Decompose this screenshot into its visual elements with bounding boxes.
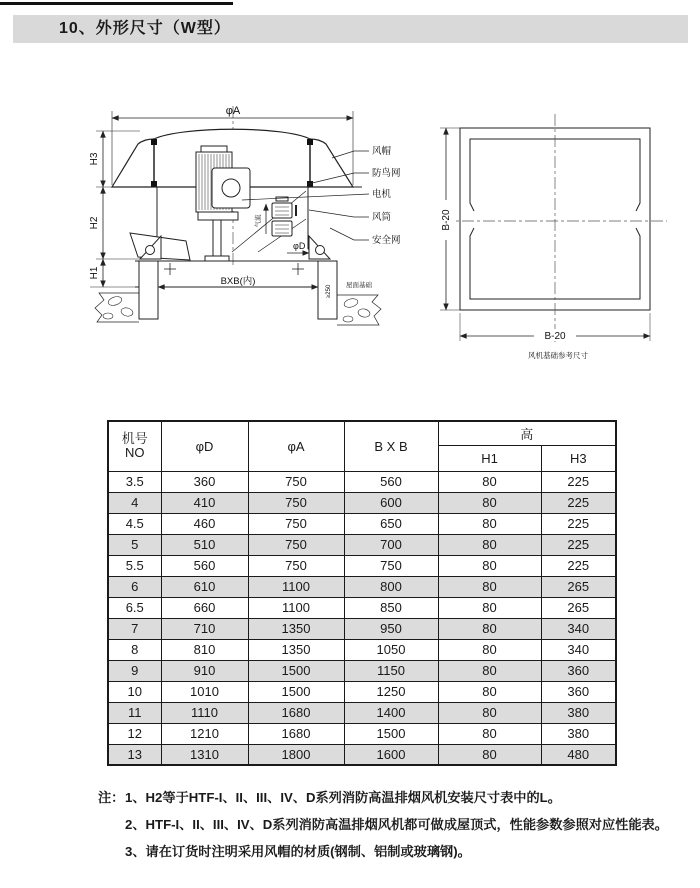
- cell: 1210: [161, 723, 248, 744]
- table-row: [108, 681, 616, 702]
- cell: 1400: [344, 702, 438, 723]
- table-row: [108, 744, 616, 765]
- header-height: 高: [438, 421, 616, 445]
- cell: 460: [161, 513, 248, 534]
- table-row: [108, 597, 616, 618]
- cell: 360: [541, 660, 616, 681]
- cell: 800: [344, 576, 438, 597]
- note-line-3: [98, 838, 690, 865]
- table-row: [108, 492, 616, 513]
- cell: 1100: [248, 597, 344, 618]
- cell: 4.5: [108, 513, 161, 534]
- cell: 80: [438, 681, 541, 702]
- cell: 410: [161, 492, 248, 513]
- dim-phi-a-label: φA: [225, 105, 241, 117]
- table-row: [108, 534, 616, 555]
- cell: 1500: [248, 660, 344, 681]
- cell: 750: [248, 534, 344, 555]
- cell: 1680: [248, 702, 344, 723]
- cell: 1500: [344, 723, 438, 744]
- cell: 10: [108, 681, 161, 702]
- cell: 610: [161, 576, 248, 597]
- cell: 80: [438, 597, 541, 618]
- notes-block: [98, 784, 690, 865]
- cell: 1310: [161, 744, 248, 765]
- cell: 8: [108, 639, 161, 660]
- cell: 80: [438, 744, 541, 765]
- cell: 11: [108, 702, 161, 723]
- cell: 1350: [248, 618, 344, 639]
- cell: 4: [108, 492, 161, 513]
- bird-net-label: 防鸟网: [372, 168, 401, 179]
- cell: 340: [541, 618, 616, 639]
- cell: 650: [344, 513, 438, 534]
- table-row: [108, 576, 616, 597]
- cell: 1600: [344, 744, 438, 765]
- foundation-caption: 风机基础参考尺寸: [528, 351, 588, 360]
- roof-base-label: 屋面基础: [346, 282, 372, 289]
- table-row: [108, 702, 616, 723]
- cell: 12: [108, 723, 161, 744]
- cell: 80: [438, 576, 541, 597]
- header-model-no: 机号 NO: [108, 421, 161, 471]
- cell: 1350: [248, 639, 344, 660]
- note-text: 3、请在订货时注明采用风帽的材质(钢制、铝制或玻璃钢)。: [125, 844, 471, 859]
- foundation-dim-horizontal-label: B-20: [544, 331, 566, 342]
- cell: 750: [248, 471, 344, 492]
- header-h1: H1: [438, 445, 541, 471]
- dim-h2-label: H2: [89, 216, 100, 230]
- cell: 80: [438, 471, 541, 492]
- cell: 5: [108, 534, 161, 555]
- cell: 750: [344, 555, 438, 576]
- cell: 265: [541, 576, 616, 597]
- dim-h1-label: H1: [89, 266, 100, 280]
- cell: 9: [108, 660, 161, 681]
- cell: 1050: [344, 639, 438, 660]
- cell: 80: [438, 555, 541, 576]
- cell: 360: [161, 471, 248, 492]
- cell: 380: [541, 702, 616, 723]
- cell: 1010: [161, 681, 248, 702]
- cell: 1110: [161, 702, 248, 723]
- roof-hatch-right: [337, 295, 381, 325]
- left-pillar-shape: [139, 261, 158, 319]
- motor-label: 电机: [372, 189, 392, 200]
- cell: 6: [108, 576, 161, 597]
- dim-h3-label: H3: [89, 152, 100, 166]
- cell: 560: [344, 471, 438, 492]
- section-title-bar: [13, 15, 688, 43]
- cell: 600: [344, 492, 438, 513]
- table-row: [108, 618, 616, 639]
- dimension-table: [107, 420, 617, 766]
- cell: 510: [161, 534, 248, 555]
- roof-hatch-left: [95, 293, 139, 322]
- cell: 480: [541, 744, 616, 765]
- cell: 810: [161, 639, 248, 660]
- note-prefix: 注：: [98, 790, 125, 805]
- table-row: [108, 471, 616, 492]
- cell: 5.5: [108, 555, 161, 576]
- header-phi-d: φD: [161, 421, 248, 471]
- cell: 3.5: [108, 471, 161, 492]
- cell: 850: [344, 597, 438, 618]
- cell: 80: [438, 723, 541, 744]
- note-line-2: [98, 811, 690, 838]
- cell: 225: [541, 534, 616, 555]
- cell: 80: [438, 702, 541, 723]
- cell: 750: [248, 492, 344, 513]
- nameplate-boxes: [272, 197, 296, 236]
- cell: 750: [248, 513, 344, 534]
- cell: 1100: [248, 576, 344, 597]
- cell: 340: [541, 639, 616, 660]
- note-text: 1、H2等于HTF-I、II、III、IV、D系列消防高温排烟风机安装尺寸表中的L。: [125, 790, 561, 805]
- safety-net-label: 安全网: [372, 235, 401, 246]
- cell: 950: [344, 618, 438, 639]
- dim-phi-d-label: φD: [293, 241, 306, 251]
- dim-bxb-label: BXB(内): [220, 276, 256, 287]
- cell: 80: [438, 513, 541, 534]
- cell: 1680: [248, 723, 344, 744]
- cell: 750: [248, 555, 344, 576]
- cell: 660: [161, 597, 248, 618]
- duct-label: 风筒: [372, 212, 392, 223]
- cell: 80: [438, 639, 541, 660]
- cell: 7: [108, 618, 161, 639]
- table-row: [108, 723, 616, 744]
- note-line-1: [98, 784, 690, 811]
- cell: 13: [108, 744, 161, 765]
- table-row: [108, 660, 616, 681]
- table-row: [108, 639, 616, 660]
- cell: 1250: [344, 681, 438, 702]
- cell: 80: [438, 618, 541, 639]
- dimension-drawing: [0, 55, 700, 380]
- foundation-dim-vertical-label: B-20: [441, 209, 452, 231]
- cell: 225: [541, 555, 616, 576]
- cell: 80: [438, 660, 541, 681]
- header-h3: H3: [541, 445, 616, 471]
- cell: 80: [438, 534, 541, 555]
- cell: 1800: [248, 744, 344, 765]
- cell: 910: [161, 660, 248, 681]
- wind-cap-label: 风帽: [372, 146, 392, 157]
- cell: 380: [541, 723, 616, 744]
- dim-min-depth-label: ≥250: [326, 284, 332, 298]
- cell: 80: [438, 492, 541, 513]
- cell: 225: [541, 492, 616, 513]
- fan-section-drawing: [90, 106, 381, 325]
- header-bxb: B X B: [344, 421, 438, 471]
- top-rule: [0, 2, 233, 5]
- foundation-plan-drawing: [439, 114, 667, 342]
- cell: 225: [541, 513, 616, 534]
- cell: 700: [344, 534, 438, 555]
- cell: 560: [161, 555, 248, 576]
- table-row: [108, 555, 616, 576]
- page-title: 10、外形尺寸（W型）: [59, 20, 231, 37]
- table-row: [108, 513, 616, 534]
- cell: 360: [541, 681, 616, 702]
- note-text: 2、HTF-I、II、III、IV、D系列消防高温排烟风机都可做成屋顶式，性能参数参照对应性能表。: [125, 817, 668, 832]
- cell: 1500: [248, 681, 344, 702]
- header-phi-a: φA: [248, 421, 344, 471]
- cell: 710: [161, 618, 248, 639]
- cell: 225: [541, 471, 616, 492]
- cell: 265: [541, 597, 616, 618]
- cell: 6.5: [108, 597, 161, 618]
- cell: 1150: [344, 660, 438, 681]
- airflow-label: 气流: [255, 214, 262, 228]
